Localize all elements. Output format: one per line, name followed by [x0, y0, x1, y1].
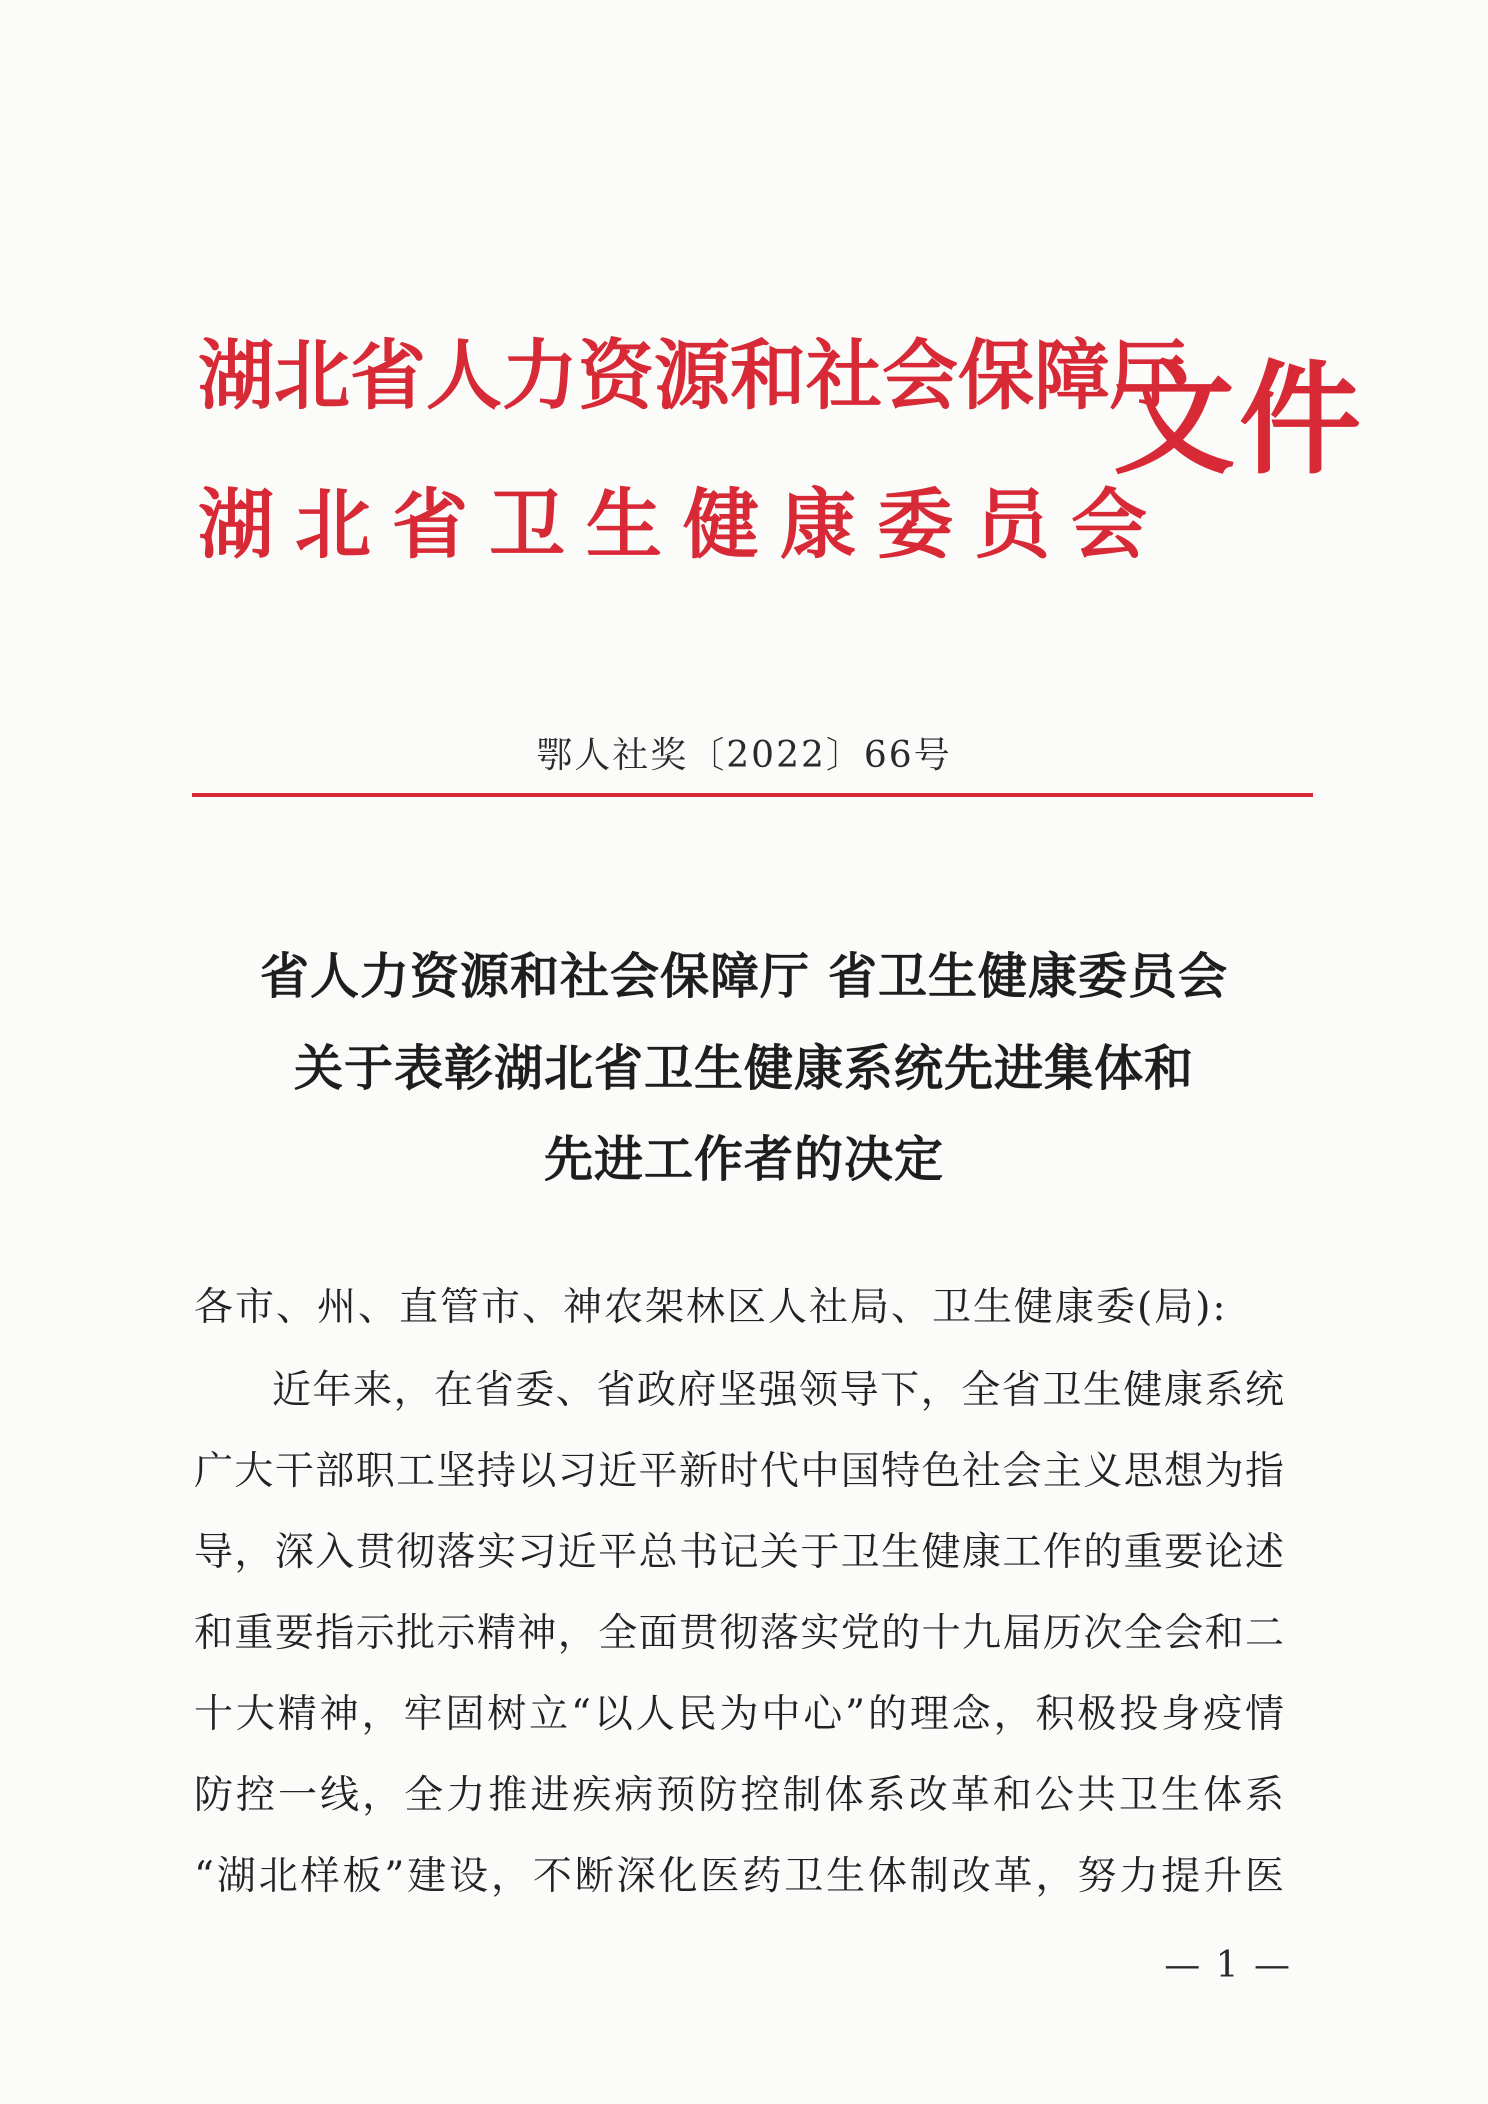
- document-number: 鄂人社奖〔2022〕66号: [536, 735, 952, 776]
- salutation: 各市、州、直管市、神农架林区人社局、卫生健康委(局):: [194, 1285, 1228, 1330]
- page-number: — 1 —: [1164, 1945, 1292, 1986]
- issuer-name-1: 湖北省人力资源和社会保障厅: [198, 331, 1186, 420]
- paragraph-line: 广大干部职工坚持以习近平新时代中国特色社会主义思想为指: [194, 1449, 1284, 1494]
- paragraph-line: 和重要指示批示精神，全面贯彻落实党的十九届历次全会和二: [194, 1611, 1284, 1656]
- issuer-name-2: 湖北省卫生健康委员会: [198, 480, 1168, 569]
- paragraph-line: 近年来，在省委、省政府坚强领导下，全省卫生健康系统: [272, 1368, 1284, 1413]
- letterhead-suffix: 文件: [1113, 347, 1365, 491]
- document-title-line-3: 先进工作者的决定: [543, 1131, 944, 1188]
- document-title-line-2: 关于表彰湖北省卫生健康系统先进集体和: [293, 1040, 1194, 1097]
- document-title-line-1: 省人力资源和社会保障厅 省卫生健康委员会: [259, 948, 1229, 1005]
- paragraph-line: 防控一线，全力推进疾病预防控制体系改革和公共卫生体系: [194, 1773, 1284, 1818]
- paragraph-line: 导，深入贯彻落实习近平总书记关于卫生健康工作的重要论述: [194, 1530, 1284, 1575]
- red-divider-line: [192, 793, 1313, 797]
- paragraph-line: 十大精神，牢固树立“以人民为中心”的理念，积极投身疫情: [194, 1692, 1284, 1737]
- paragraph-line: “湖北样板”建设，不断深化医药卫生体制改革，努力提升医: [194, 1854, 1284, 1899]
